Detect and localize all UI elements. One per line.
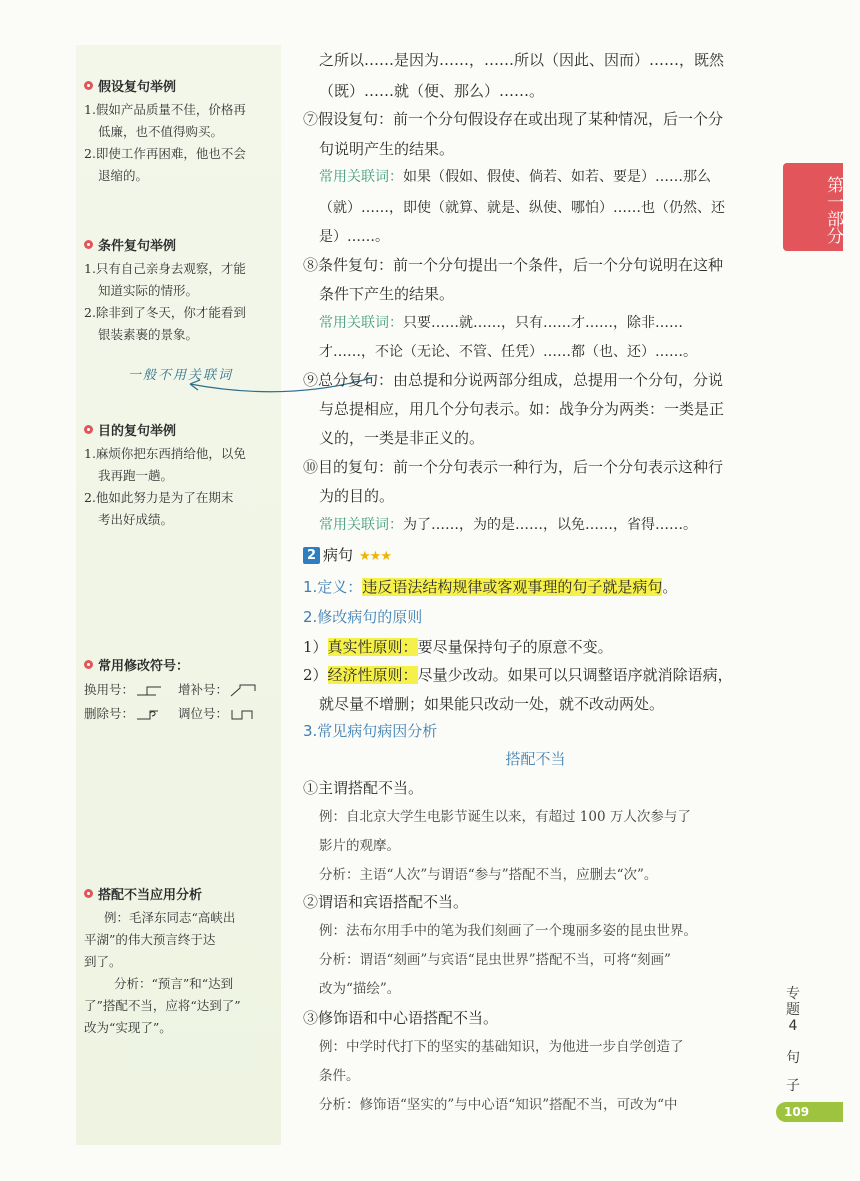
section-heading [303, 540, 391, 572]
sidebar-line: 考出好成绩。 [98, 512, 174, 527]
sidebar-line: 例：毛泽东同志“高峡出 [104, 910, 236, 925]
keyword-line: 常用关联词：为了……，为的是……，以免……，省得……。 [319, 517, 697, 533]
text-line: ⑨总分复句：由总提和分说两部分组成，总提用一个分句，分说 [303, 371, 724, 389]
subheading: 2.修改病句的原则 [303, 608, 423, 626]
keyword-line: 常用关联词：只要……就……，只有……才……，除非…… [319, 315, 683, 331]
keyword-line: 是）……。 [319, 229, 389, 245]
star-rating-icon: ★★★ [359, 549, 391, 564]
sidebar-title: 假设复句举例 [98, 80, 177, 95]
sidebar-condition-block [84, 235, 274, 346]
principle-key: 真实性原则： [327, 638, 418, 656]
part-tab: 第一部分 [783, 163, 843, 251]
analysis-line: 分析：主语“人次”与谓语“参与”搭配不当，应删去“次”。 [319, 867, 658, 883]
delete-mark-icon [136, 707, 162, 721]
sidebar-line: 到了。 [84, 954, 122, 969]
sidebar-title: 常用修改符号： [98, 659, 190, 674]
sidebar-line: 2.除非到了冬天，你才能看到 [84, 305, 246, 320]
example-line: 条件。 [319, 1068, 360, 1084]
sidebar-line: 1.只有自己亲身去观察，才能 [84, 261, 246, 276]
sidebar-line: 知道实际的情形。 [98, 283, 199, 298]
text-line: 就尽量不增删；如果能只改动一处，就不改动两处。 [319, 695, 665, 713]
text-line: ⑦假设复句：前一个分句假设存在或出现了某种情况，后一个分 [303, 110, 724, 128]
text-line: ⑩目的复句：前一个分句表示一种行为，后一个分句表示这种行 [303, 458, 724, 476]
principle-line: 1）真实性原则：要尽量保持句子的原意不变。 [303, 638, 613, 656]
sidebar-title: 目的复句举例 [98, 424, 177, 439]
sidebar-assume-block [84, 76, 274, 187]
principle-line: 2）经济性原则：尽量少改动。如果可以只调整语序就消除语病， [303, 666, 733, 684]
keyword-label: 常用关联词： [319, 517, 403, 533]
text-line: 句说明产生的结果。 [319, 140, 455, 158]
handwritten-note: 一般不用关联词 [128, 368, 234, 383]
sidebar-line: 2.他如此努力是为了在期末 [84, 490, 234, 505]
text-line: 与总提相应，用几个分句表示。如：战争分为两类：一类是正 [319, 400, 725, 418]
text-line: 义的，一类是非正义的。 [319, 429, 485, 447]
topic-name-label: 句子 [786, 1050, 800, 1094]
text-line: （既）……就（便、那么）……。 [319, 82, 545, 100]
example-line: 例：自北京大学生电影节诞生以来，有超过 100 万人次参与了 [319, 809, 691, 825]
mark-transpose-label: 调位号： [178, 706, 229, 721]
sidebar-line: 银装素裹的景象。 [98, 327, 199, 342]
replace-mark-icon [136, 683, 162, 697]
bullet-icon [84, 240, 93, 249]
sidebar-purpose-block [84, 420, 274, 531]
principle-key: 经济性原则： [327, 666, 418, 684]
text-line: 为的目的。 [319, 487, 395, 505]
mark-insert-label: 增补号： [178, 682, 229, 697]
keyword-label: 常用关联词： [319, 169, 403, 185]
sidebar-line: 1.假如产品质量不佳，价格再 [84, 102, 246, 117]
sidebar-mismatch-block [84, 884, 268, 1039]
sidebar-line: 2.即使工作再困难，他也不会 [84, 146, 246, 161]
section-number: 2 [303, 547, 320, 564]
text-line: ②谓语和宾语搭配不当。 [303, 893, 469, 911]
bullet-icon [84, 425, 93, 434]
analysis-line: 改为“描绘”。 [319, 981, 401, 997]
sidebar-line: 改为“实现了”。 [84, 1020, 172, 1035]
section-title: 病句 [323, 546, 354, 564]
topic-label: 专题4 [786, 986, 800, 1034]
definition-text: 违反语法结构规律或客观事理的句子就是病句 [362, 578, 663, 596]
text-line: ③修饰语和中心语搭配不当。 [303, 1009, 499, 1027]
text-line: 条件下产生的结果。 [319, 285, 455, 303]
sidebar-line: 平湖”的伟大预言终于达 [84, 932, 216, 947]
bullet-icon [84, 81, 93, 90]
subheading: 3.常见病句病因分析 [303, 722, 438, 740]
sidebar-line: 退缩的。 [98, 168, 149, 183]
bullet-icon [84, 660, 93, 669]
center-title: 搭配不当 [505, 750, 566, 768]
sidebar-title: 条件复句举例 [98, 239, 177, 254]
example-line: 例：中学时代打下的坚实的基础知识，为他进一步自学创造了 [319, 1039, 684, 1055]
transpose-mark-icon [230, 707, 256, 721]
mark-replace-label: 换用号： [84, 682, 135, 697]
keyword-line: 才……，不论（无论、不管、任凭）……都（也、还）……。 [319, 344, 697, 360]
sidebar-marks-block [84, 655, 274, 726]
example-line: 例：法布尔用手中的笔为我们刻画了一个瑰丽多姿的昆虫世界。 [319, 923, 697, 939]
sidebar-line: 1.麻烦你把东西捎给他，以免 [84, 446, 246, 461]
insert-mark-icon [230, 683, 256, 697]
sidebar-line: 我再跑一趟。 [98, 468, 174, 483]
page-number: 109 [776, 1102, 843, 1122]
mark-delete-label: 删除号： [84, 706, 135, 721]
analysis-line: 分析：谓语“刻画”与宾语“昆虫世界”搭配不当，可将“刻画” [319, 952, 671, 968]
definition-label: 1.定义： [303, 578, 363, 596]
keyword-label: 常用关联词： [319, 315, 403, 331]
bullet-icon [84, 889, 93, 898]
text-line: ⑧条件复句：前一个分句提出一个条件，后一个分句说明在这种 [303, 256, 724, 274]
sidebar-line: 分析：“预言”和“达到 [114, 976, 234, 991]
sidebar-title: 搭配不当应用分析 [98, 888, 203, 903]
sidebar-line: 低廉，也不值得购买。 [98, 124, 224, 139]
analysis-line: 分析：修饰语“坚实的”与中心语“知识”搭配不当，可改为“中 [319, 1097, 678, 1113]
keyword-line: 常用关联词：如果（假如、假使、倘若、如若、要是）……那么 [319, 169, 711, 185]
example-line: 影片的观摩。 [319, 838, 400, 854]
sidebar-line: 了”搭配不当，应将“达到了” [84, 998, 241, 1013]
definition-line: 1.定义：违反语法结构规律或客观事理的句子就是病句。 [303, 578, 678, 596]
text-line: ①主谓搭配不当。 [303, 779, 424, 797]
keyword-line: （就）……，即使（就算、就是、纵使、哪怕）……也（仍然、还 [319, 200, 725, 216]
text-line: 之所以……是因为……，……所以（因此、因而）……，既然 [319, 51, 725, 69]
